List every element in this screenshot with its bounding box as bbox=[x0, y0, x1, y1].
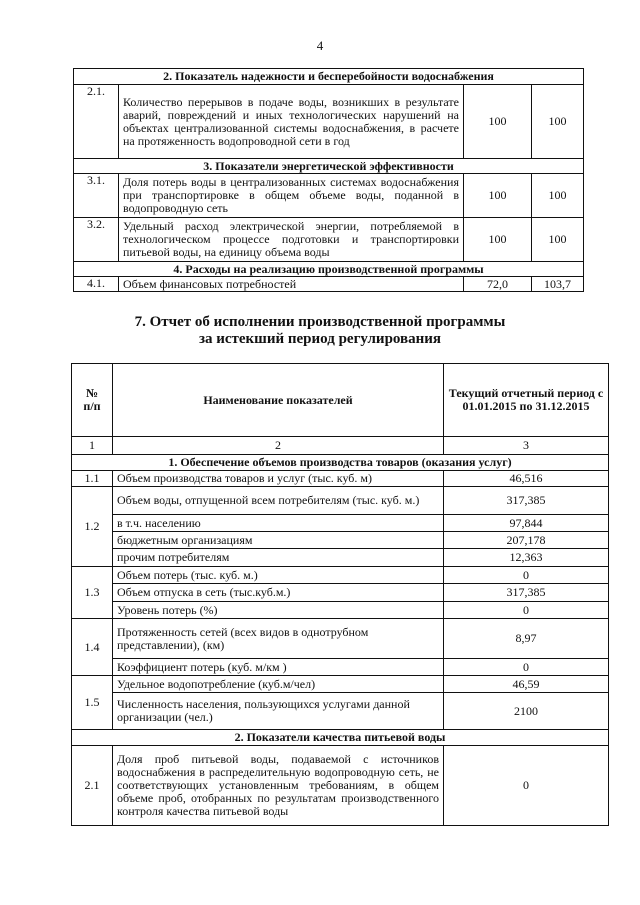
row-value: 100 bbox=[532, 174, 584, 218]
row-number: 4.1. bbox=[74, 277, 119, 292]
row-value: 317,385 bbox=[444, 487, 609, 515]
section-energy-heading: 3. Показатели энергетической эффективности bbox=[74, 159, 584, 174]
row-name: Протяженность сетей (всех видов в однотрубном представлении), (км) bbox=[113, 619, 444, 659]
row-value: 100 bbox=[532, 218, 584, 262]
row-number: 3.2. bbox=[74, 218, 119, 262]
report-table bbox=[71, 363, 609, 826]
table-row bbox=[72, 515, 609, 532]
row-name: Объем потерь (тыс. куб. м.) bbox=[113, 567, 444, 584]
report-title bbox=[0, 314, 640, 348]
row-value: 0 bbox=[444, 602, 609, 619]
group-number: 1.4 bbox=[72, 619, 113, 676]
column-number: 2 bbox=[113, 437, 444, 455]
row-value: 100 bbox=[464, 85, 532, 159]
table-row bbox=[72, 584, 609, 602]
table-row bbox=[72, 487, 609, 515]
column-number: 1 bbox=[72, 437, 113, 455]
row-value: 317,385 bbox=[444, 584, 609, 602]
row-name: Объем производства товаров и услуг (тыс. куб. м) bbox=[113, 471, 444, 487]
row-name: Коэффициент потерь (куб. м/км ) bbox=[113, 659, 444, 676]
section-expenses-heading: 4. Расходы на реализацию производственной программы bbox=[74, 262, 584, 277]
column-numbers-row bbox=[72, 437, 609, 455]
row-value: 0 bbox=[444, 659, 609, 676]
row-name: Объем воды, отпущенной всем потребителям (тыс. куб. м.) bbox=[113, 487, 444, 515]
row-name: Объем отпуска в сеть (тыс.куб.м.) bbox=[113, 584, 444, 602]
indicators-table bbox=[73, 68, 584, 292]
row-value: 0 bbox=[444, 567, 609, 584]
table-row bbox=[74, 218, 584, 262]
row-name: бюджетным организациям bbox=[113, 532, 444, 549]
table-row bbox=[72, 567, 609, 584]
header-period: Текущий отчетный период с 01.01.2015 по 31.12.2015 bbox=[444, 364, 609, 437]
row-value: 46,59 bbox=[444, 676, 609, 693]
table-row bbox=[72, 471, 609, 487]
row-value: 0 bbox=[444, 746, 609, 826]
header-number: № п/п bbox=[72, 364, 113, 437]
table-row bbox=[72, 549, 609, 567]
column-number: 3 bbox=[444, 437, 609, 455]
table-row bbox=[74, 174, 584, 218]
row-value: 97,844 bbox=[444, 515, 609, 532]
row-name: Численность населения, пользующихся услугами данной организации (чел.) bbox=[113, 693, 444, 730]
row-value: 12,363 bbox=[444, 549, 609, 567]
group-number: 1.2 bbox=[72, 487, 113, 567]
row-value: 72,0 bbox=[464, 277, 532, 292]
row-value: 46,516 bbox=[444, 471, 609, 487]
table-row bbox=[72, 659, 609, 676]
row-value: 100 bbox=[464, 174, 532, 218]
report-title-line1: 7. Отчет об исполнении производственной программы bbox=[134, 314, 506, 330]
table-row bbox=[72, 746, 609, 826]
page-number: 4 bbox=[316, 38, 324, 53]
row-value: 2100 bbox=[444, 693, 609, 730]
row-name: Удельный расход электрической энергии, потребляемой в технологическом процессе подготовки и транспортировки питьевой воды, на единицу объема воды bbox=[119, 218, 464, 262]
section-reliability-heading: 2. Показатель надежности и бесперебойности водоснабжения bbox=[74, 69, 584, 85]
table-row bbox=[72, 602, 609, 619]
report-title-line2: за истекший период регулирования bbox=[198, 331, 442, 347]
row-name: Количество перерывов в подаче воды, возникших в результате аварий, повреждений и иных технологических нарушений на объектах централизованной системы водоснабжения, в расчете на протяженность водопроводной сети в год bbox=[119, 85, 464, 159]
row-value: 8,97 bbox=[444, 619, 609, 659]
row-name: Уровень потерь (%) bbox=[113, 602, 444, 619]
row-name: в т.ч. населению bbox=[113, 515, 444, 532]
header-name: Наименование показателей bbox=[113, 364, 444, 437]
group-number: 1.3 bbox=[72, 567, 113, 619]
row-number: 2.1. bbox=[74, 85, 119, 159]
row-name: Доля проб питьевой воды, подаваемой с источников водоснабжения в распределительную водопроводную сеть, не соответствующих установленным требованиям, в общем объеме проб, отобранных по результатам производственного контроля качества питьевой воды bbox=[113, 746, 444, 826]
section-volumes-heading: 1. Обеспечение объемов производства товаров (оказания услуг) bbox=[72, 455, 609, 471]
row-value: 103,7 bbox=[532, 277, 584, 292]
section-quality-heading: 2. Показатели качества питьевой воды bbox=[72, 730, 609, 746]
group-number: 1.5 bbox=[72, 676, 113, 730]
row-name: Удельное водопотребление (куб.м/чел) bbox=[113, 676, 444, 693]
row-name: прочим потребителям bbox=[113, 549, 444, 567]
row-value: 207,178 bbox=[444, 532, 609, 549]
table-row bbox=[72, 619, 609, 659]
table-row bbox=[72, 693, 609, 730]
row-value: 100 bbox=[464, 218, 532, 262]
table-row bbox=[72, 676, 609, 693]
table-row bbox=[74, 277, 584, 292]
header-row bbox=[72, 364, 609, 437]
table-row bbox=[74, 85, 584, 159]
row-name: Объем финансовых потребностей bbox=[119, 277, 464, 292]
table-row bbox=[72, 532, 609, 549]
row-name: Доля потерь воды в централизованных системах водоснабжения при транспортировке в общем объеме воды, поданной в водопроводную сеть bbox=[119, 174, 464, 218]
row-number: 3.1. bbox=[74, 174, 119, 218]
group-number: 1.1 bbox=[72, 471, 113, 487]
row-value: 100 bbox=[532, 85, 584, 159]
group-number: 2.1 bbox=[72, 746, 113, 826]
